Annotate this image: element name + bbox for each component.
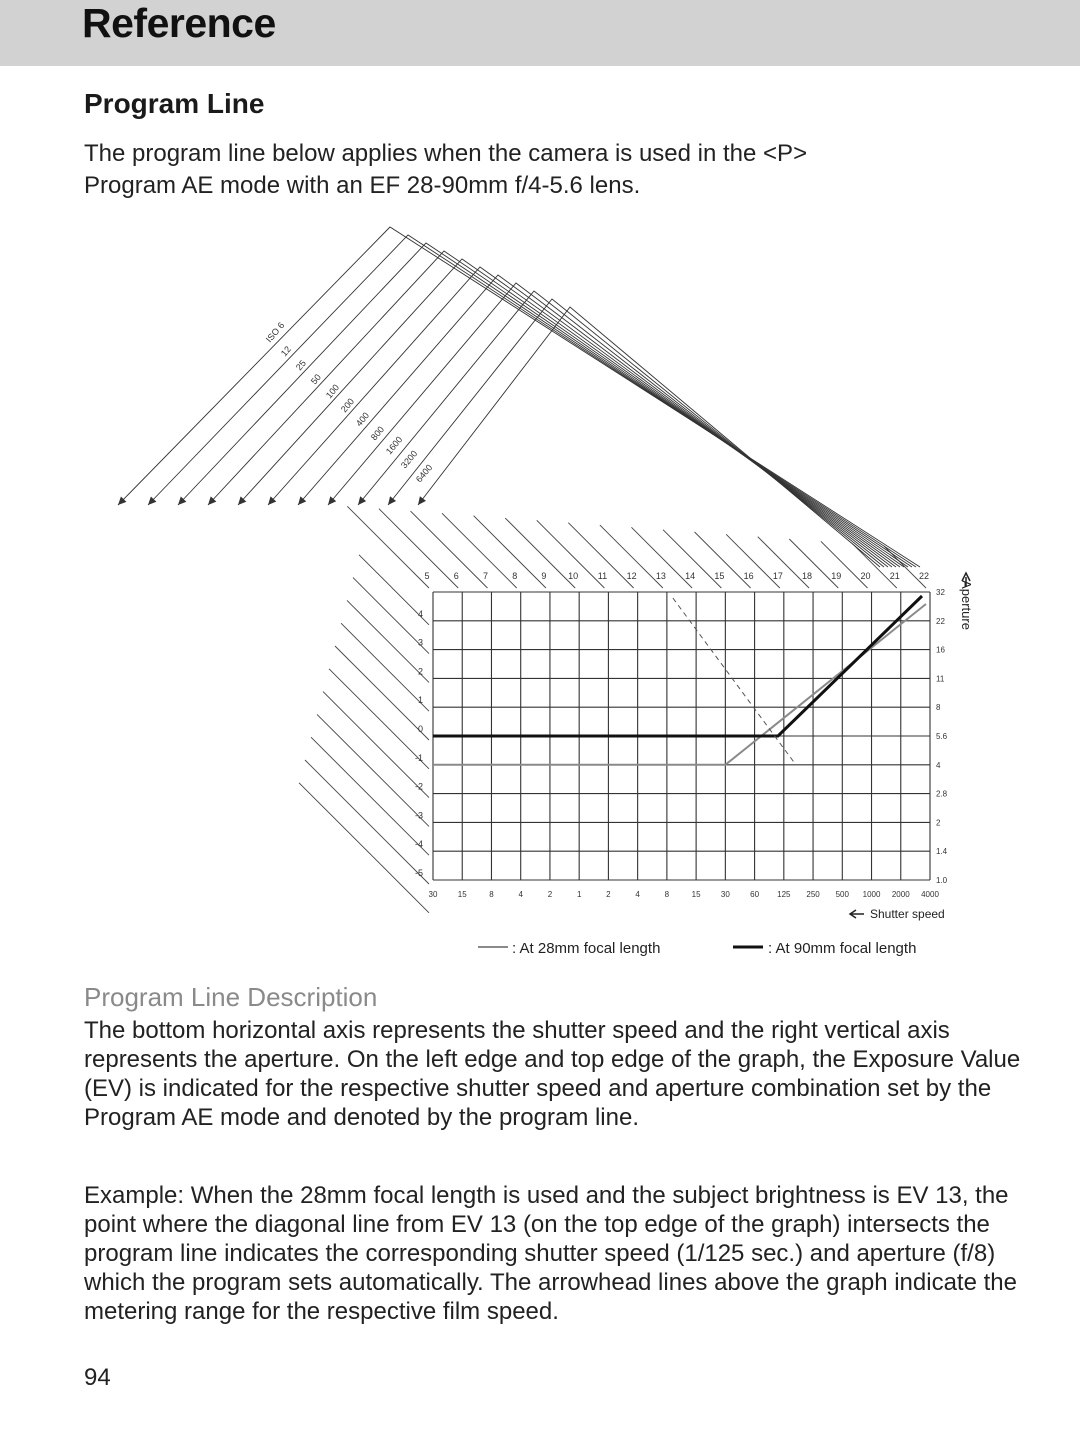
ev-left-label: -2 — [414, 781, 423, 792]
ev-left-label: 3 — [417, 637, 423, 648]
legend-label-28mm: : At 28mm focal length — [512, 940, 661, 957]
iso-label: ISO 6 — [263, 320, 287, 345]
intro-line-1: The program line below applies when the camera is used in the <P> — [84, 140, 808, 167]
ev-top-label: 11 — [597, 571, 608, 581]
program-line-diagram — [0, 215, 1080, 975]
ev-top-label: 14 — [685, 571, 696, 581]
y-tick-label: 5.6 — [936, 732, 948, 741]
x-tick-label: 60 — [750, 890, 760, 899]
metering-range-line — [148, 235, 916, 567]
section-title: Program Line — [84, 88, 265, 119]
ev-top-label: 21 — [889, 571, 900, 581]
program-line-28mm — [433, 604, 926, 765]
ev-top-label: 9 — [541, 571, 547, 581]
arrowhead-icon — [358, 496, 366, 505]
ev-left-diagonal — [335, 646, 429, 740]
metering-range-line — [328, 283, 892, 567]
arrowhead-icon — [298, 496, 306, 505]
x-tick-label: 15 — [691, 890, 701, 899]
intro-text — [84, 138, 984, 202]
ev-top-label: 19 — [831, 571, 842, 581]
iso-label: 800 — [368, 424, 387, 443]
metering-range-line — [178, 243, 912, 567]
ev-top-label: 22 — [918, 571, 930, 581]
x-axis-arrow-icon — [850, 910, 864, 918]
legend-label-90mm: : At 90mm focal length — [768, 940, 917, 957]
y-tick-label: 2.8 — [936, 789, 948, 799]
ev-left-diagonal — [317, 714, 429, 826]
metering-range-line — [358, 291, 888, 567]
iso-label: 6400 — [413, 462, 435, 485]
x-axis-label: Shutter speed — [870, 907, 945, 921]
metering-range-line — [418, 307, 880, 567]
ev-diagonals-layer — [118, 227, 926, 913]
iso-label: 50 — [308, 372, 323, 387]
ev-left-diagonal — [323, 692, 429, 798]
x-tick-label: 4 — [518, 890, 523, 899]
x-tick-label: 2 — [606, 890, 611, 899]
ev-diagonal-line — [410, 511, 487, 588]
arrowhead-icon — [418, 496, 426, 505]
x-tick-label: 2000 — [891, 890, 910, 899]
ev-top-label: 20 — [860, 571, 871, 581]
x-tick-label: 1000 — [862, 890, 881, 899]
x-tick-label: 250 — [806, 890, 820, 899]
ev-top-label: 6 — [453, 571, 459, 581]
program-line-90mm — [433, 596, 922, 736]
ev-left-label: -3 — [414, 810, 423, 821]
iso-label: 25 — [293, 358, 308, 373]
x-tick-label: 8 — [489, 890, 494, 899]
x-tick-label: 30 — [428, 890, 438, 899]
ev-top-label: 7 — [482, 571, 488, 581]
y-tick-label: 32 — [936, 588, 945, 597]
y-tick-label: 16 — [936, 645, 945, 655]
ev-top-label: 5 — [424, 571, 430, 581]
description-paragraph-2: Example: When the 28mm focal length is used and the subject brightness is EV 13, the point where the diagonal line from EV 13 (on the top edge of the graph) intersects the program line indicates the corresponding shutter speed (1/125 sec.) and aperture (f/8) which the program sets automatically. The arrowhead lines above the graph indicate the metering range for the respective film speed. — [84, 1182, 1017, 1325]
metering-range-line — [298, 275, 896, 567]
ev-left-label: -1 — [414, 752, 423, 763]
description-paragraph-1: The bottom horizontal axis represents the shutter speed and the right vertical axis represents the aperture. On the left edge and top edge of the graph, the Exposure Value (EV) is indicated for the respective shutter speed and aperture combination set by the Program AE mode and denoted by the program line. — [84, 1017, 1021, 1131]
x-tick-label: 4000 — [921, 890, 939, 899]
arrowhead-icon — [328, 496, 336, 505]
ev-left-label: 1 — [417, 695, 423, 706]
ev-left-label: -5 — [414, 868, 423, 878]
ev-top-label: 16 — [743, 571, 754, 581]
ev-left-label: 2 — [417, 666, 423, 677]
x-tick-label: 8 — [664, 890, 670, 899]
x-tick-label: 1 — [576, 890, 582, 899]
ev-left-diagonal — [299, 783, 429, 913]
x-tick-label: 15 — [457, 890, 467, 899]
y-tick-label: 1.0 — [936, 876, 948, 885]
iso-label: 3200 — [398, 448, 420, 471]
iso-label: 200 — [338, 396, 357, 415]
iso-label: 400 — [353, 410, 372, 429]
metering-range-line — [388, 299, 884, 567]
y-tick-label: 4 — [936, 760, 941, 770]
x-tick-label: 500 — [835, 890, 849, 899]
ev-top-label: 10 — [568, 571, 579, 581]
metering-range-line — [238, 259, 904, 567]
ev-top-label: 13 — [655, 571, 666, 581]
x-tick-label: 2 — [547, 890, 553, 899]
ev-diagonal-line — [347, 506, 429, 588]
ev-left-label: 0 — [417, 724, 423, 734]
axis-labels-layer — [264, 320, 948, 899]
y-tick-label: 11 — [936, 674, 945, 684]
y-tick-label: 8 — [936, 703, 941, 713]
ev-left-label: -4 — [414, 839, 423, 850]
x-tick-label: 4 — [635, 890, 640, 899]
ev-top-label: 18 — [802, 571, 813, 581]
y-tick-label: 1.4 — [936, 847, 948, 857]
ev-left-diagonal — [311, 737, 429, 855]
iso-label: 12 — [278, 344, 293, 359]
header-title: Reference — [82, 0, 276, 46]
x-tick-label: 125 — [777, 890, 791, 899]
iso-label: 1600 — [383, 434, 405, 457]
y-axis-label: Aperture — [959, 580, 974, 630]
y-tick-label: 22 — [936, 616, 945, 626]
ev-left-label: 4 — [417, 608, 423, 619]
ev-top-label: 12 — [626, 571, 637, 581]
x-tick-label: 30 — [720, 890, 730, 899]
ev-diagonal-line — [379, 509, 458, 588]
page-number: 94 — [84, 1364, 111, 1391]
y-tick-label: 2 — [936, 818, 941, 828]
intro-line-2: Program AE mode with an EF 28-90mm f/4-5.6 lens. — [84, 172, 641, 199]
ev-left-diagonal — [341, 623, 429, 711]
ev-top-label: 17 — [772, 571, 783, 581]
ev-top-label: 8 — [512, 571, 518, 581]
ev-top-label: 15 — [714, 571, 725, 581]
arrowhead-icon — [388, 496, 396, 505]
iso-label: 100 — [323, 382, 342, 401]
description-title: Program Line Description — [84, 982, 378, 1012]
metering-range-line — [118, 227, 920, 567]
metering-range-line — [208, 251, 908, 567]
